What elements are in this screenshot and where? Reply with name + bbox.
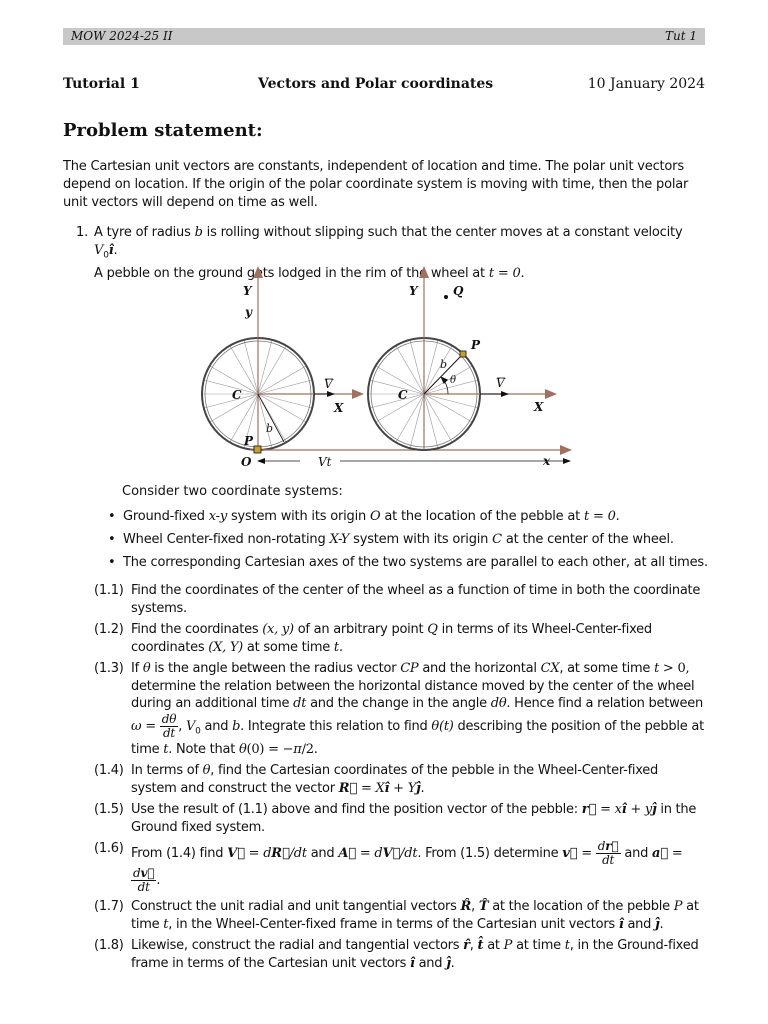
fraction-dr-dt: $\frac{dr⃗}{dt}$	[597, 839, 619, 868]
title-row	[63, 76, 705, 96]
left-pebble	[254, 446, 261, 453]
part-1-2: (1.2) Find the coordinates (x, y) of an arbitrary point Q in terms of its Wheel-Center-fixed coordinates (X, Y) at some time t.	[94, 622, 652, 655]
sub-problems	[94, 582, 706, 976]
tutorial-title: Tutorial 1	[63, 76, 140, 92]
label-Vt: Vt	[318, 455, 332, 469]
tutorial-tag: Tut 1	[664, 29, 697, 43]
label-P-right: P	[471, 338, 481, 352]
running-header	[63, 28, 705, 45]
label-x-axis: x	[543, 454, 551, 468]
label-V-right: V	[496, 376, 505, 390]
label-P-left: P	[244, 434, 254, 448]
topic-title: Vectors and Polar coordinates	[258, 76, 494, 92]
label-C-right: C	[398, 388, 408, 402]
label-theta: θ	[450, 375, 457, 386]
consider-text: Consider two coordinate systems:	[122, 484, 343, 499]
course-code: MOW 2024-25 II	[71, 29, 173, 43]
fraction-dv-dt: $\frac{dv⃗}{dt}$	[133, 866, 155, 895]
part-1-3: (1.3) If θ is the angle between the radius vector CP and the horizontal CX, at some time t > 0, determine the relation between the horizontal distance moved by the center of the wheel during an additional time dt and the change in the angle dθ. Hence find a relation between ω = $\frac{d\theta}{dt}$ , $V_0$ and b. Integrate this relation to find θ(t) describing the position of the pebble at time t. Note that θ(0) = −π/2.	[94, 661, 704, 757]
label-b-left: b	[266, 422, 274, 435]
label-Q: Q	[453, 284, 464, 298]
wheel-figure	[190, 262, 580, 472]
fraction-dtheta-dt: $\frac{d\theta}{dt}$	[161, 711, 177, 740]
bullet-ground-fixed: • Ground-fixed x-y system with its origin O at the location of the pebble at t = 0.	[108, 505, 708, 528]
part-1-4: (1.4) In terms of θ, find the Cartesian coordinates of the pebble in the Wheel-Center-fixed system and construct the vector R⃗ = Xî + Yĵ.	[94, 763, 659, 796]
part-1-6: (1.6) From (1.4) find V⃗ = dR⃗/dt and A⃗ = dV⃗/dt. From (1.5) determine v⃗ = $\frac{dr⃗}{dt}$ and a⃗ = $\frac{dv⃗}{dt}$ .	[94, 839, 683, 895]
point-q	[444, 295, 448, 299]
date: 10 January 2024	[587, 76, 705, 92]
label-X-left: X	[334, 401, 344, 415]
label-b-right: b	[440, 358, 448, 371]
intro-paragraph: The Cartesian unit vectors are constants, independent of location and time. The polar unit vectors depend on location. If the origin of the polar coordinate system is moving with time, then the polar unit vectors will depend on time as well.	[63, 159, 689, 210]
label-C-left: C	[232, 388, 242, 402]
problem-1: 1. A tyre of radius b is rolling without slipping such that the center moves at a constant velocity $V_0î$. A pebble on the ground gets lodged in the rim of the wheel at t = 0.	[76, 225, 683, 281]
bullet-wheel-fixed: • Wheel Center-fixed non-rotating X-Y system with its origin C at the center of the wheel.	[108, 528, 708, 551]
label-X-right: X	[534, 400, 544, 414]
part-1-5: (1.5) Use the result of (1.1) above and find the position vector of the pebble: r⃗ = xî + yĵ in the Ground fixed system.	[94, 802, 697, 835]
label-O: O	[241, 455, 252, 469]
part-1-7: (1.7) Construct the unit radial and unit tangential vectors R̂, T̂ at the location of the pebble P at time t, in the Wheel-Center-fixed frame in terms of the Cartesian unit vectors î and ĵ.	[94, 899, 699, 932]
section-heading: Problem statement:	[63, 120, 263, 141]
label-Y-left: Y	[243, 284, 252, 298]
label-y-left: y	[245, 305, 252, 319]
label-V-left: V	[324, 377, 333, 391]
bullet-parallel-axes: • The corresponding Cartesian axes of the two systems are parallel to each other, at all times.	[108, 551, 708, 574]
right-pebble	[460, 351, 466, 357]
bullet-list	[108, 505, 708, 574]
label-Y-right: Y	[409, 284, 418, 298]
part-1-1: (1.1) Find the coordinates of the center of the wheel as a function of time in both the coordinate systems.	[94, 583, 701, 616]
part-1-8: (1.8) Likewise, construct the radial and tangential vectors r̂, t̂ at P at time t, in the Ground-fixed frame in terms of the Cartesian unit vectors î and ĵ.	[94, 938, 699, 971]
